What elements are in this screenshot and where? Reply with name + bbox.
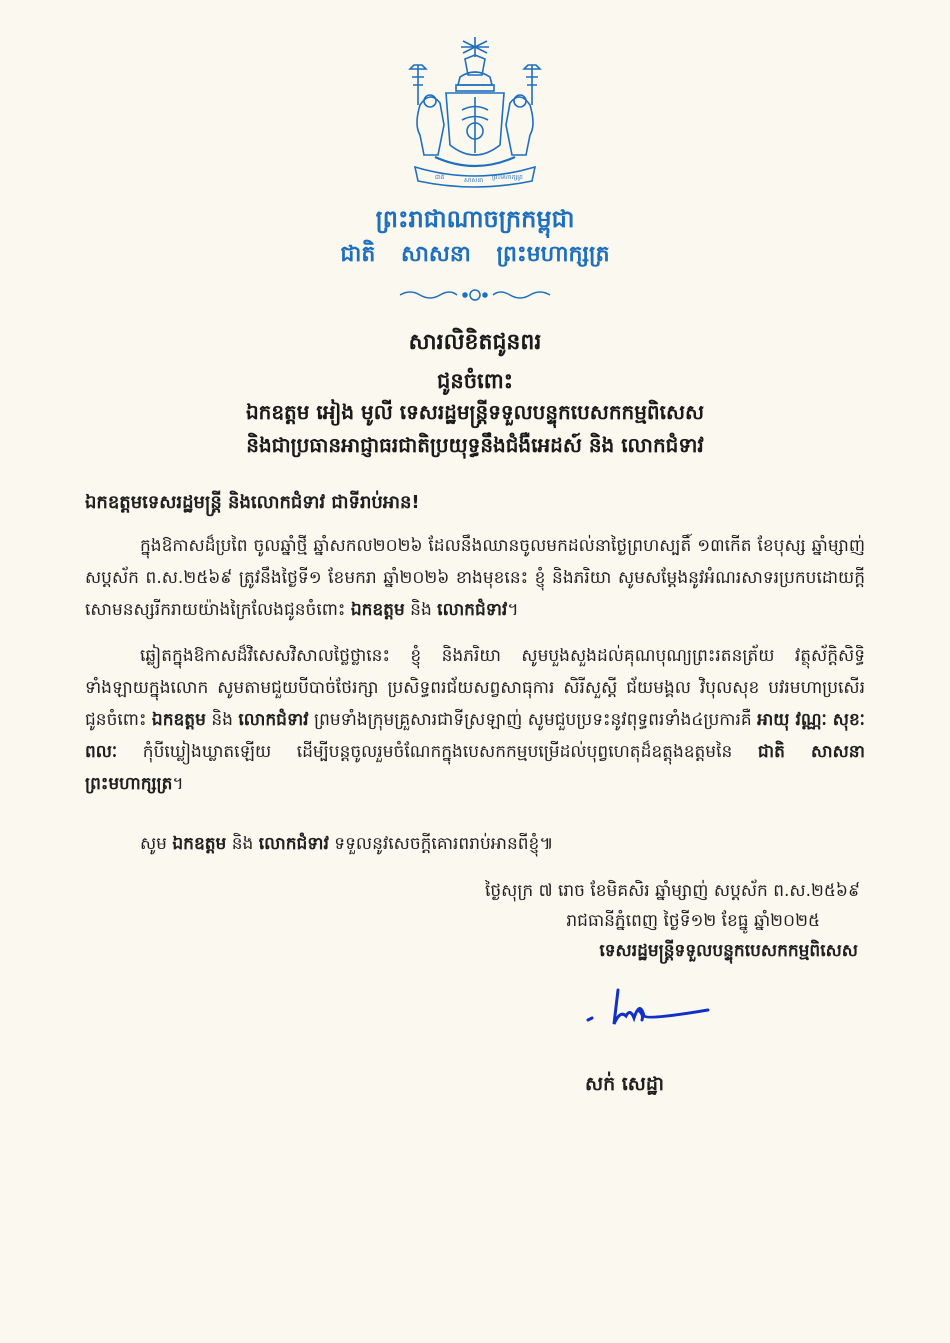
addressed-to: ជូនចំពោះ: [437, 369, 513, 393]
honorific-excellency: ឯកឧត្តម: [172, 834, 227, 854]
text-span: ។: [507, 600, 519, 620]
handwritten-signature: [578, 980, 718, 1040]
honorific-excellency: ឯកឧត្តម: [350, 600, 405, 620]
signer-title: ទេសរដ្ឋមន្ត្រីទទួលបន្ទុកបេសកកម្មពិសេស: [599, 941, 858, 961]
four-blessings: អាយុ វណ្ណៈ សុខៈ ពលៈ: [85, 710, 865, 762]
honorific-excellency: ឯកឧត្តម: [151, 710, 206, 730]
recipient-line-1: ឯកឧត្តម អៀង មូលី ទេសរដ្ឋមន្ត្រីទទួលបន្ទុកបេសកកម្មពិសេស: [245, 400, 705, 424]
crest-banner-nation: ជាតិ: [435, 174, 445, 181]
royal-coat-of-arms-icon: [400, 35, 550, 190]
recipient-line-2: និងជាប្រធានអាជ្ញាធរជាតិប្រយុទ្ធនឹងជំងឺអេដស៍ និង លោកជំទាវ: [246, 433, 704, 457]
text-span: កុំបីឃ្លៀងឃ្លាតឡើយ ដើម្បីបន្តចូលរួមចំណែកក្នុងបេសកកម្មបម្រើដល់បុព្វហេតុដ៏ឧត្តុងឧត្តមនៃ: [117, 742, 758, 762]
text-span: និង: [226, 834, 259, 854]
signer-name: សក់ សេដ្ឋា: [585, 1073, 664, 1095]
letter-title: សារលិខិតជូនពរ: [408, 330, 542, 355]
national-motto: ជាតិ សាសនា ព្រះមហាក្សត្រ: [340, 242, 610, 267]
decorative-divider-icon: [395, 285, 555, 305]
text-span: និង: [404, 600, 438, 620]
crest-banner-religion: សាសនា: [464, 177, 484, 184]
text-span: សូម: [140, 834, 173, 854]
paragraph-new-year-greeting: [85, 530, 865, 626]
motto-inline: ជាតិ សាសនា ព្រះមហាក្សត្រ: [85, 742, 865, 794]
text-span: ក្នុងឱកាសដ៏ប្រពៃ ចូលឆ្នាំថ្មី ឆ្នាំសកល២០២៦ ដែលនឹងឈានចូលមកដល់នាថ្ងៃព្រហស្បតិ៍ ១៣កើត ខែបុស្ស ឆ្នាំម្សាញ់ សប្តស័ក ព.ស.២៥៦៩ ត្រូវនឹងថ្ងៃទី១ ខែមករា ឆ្នាំ២០២៦ ខាងមុខនេះ ខ្ញុំ និងភរិយា សូមសម្តែងនូវអំណរសាទរប្រកបដោយក្តីសោមនស្សរីករាយយ៉ាងក្រៃលែងជូនចំពោះ: [85, 536, 865, 620]
text-span: ។: [172, 774, 184, 794]
honorific-lady: លោកជំទាវ: [258, 834, 329, 854]
text-span: ឆ្លៀតក្នុងឱកាសដ៏វិសេសវិសាលថ្លៃថ្លានេះ ខ្ញុំ និងភរិយា សូមបួងសួងដល់គុណបុណ្យព្រះរតនត្រ័យ វត្ថុស័ក្តិសិទ្ធិទាំងឡាយក្នុងលោក សូមតាមជួយបីបាច់ថែរក្សា ប្រសិទ្ធពរជ័យសព្វសាធុការ សិរីសួស្តី ជ័យមង្គល វិបុលសុខ បវរមហាប្រសើរ ជូនចំពោះ: [85, 646, 865, 730]
honorific-lady: លោកជំទាវ: [437, 600, 508, 620]
paragraph-closing: [85, 828, 865, 860]
text-span: ទទួលនូវសេចក្តីគោរពរាប់អានពីខ្ញុំ៕: [328, 834, 554, 854]
crest-banner-king: ព្រះមហាក្សត្រ: [492, 174, 523, 181]
kingdom-heading: ព្រះរាជាណាចក្រកម្ពុជា: [375, 205, 575, 233]
text-span: ព្រមទាំងក្រុមគ្រួសារជាទីស្រឡាញ់ សូមជួបប្រទះនូវពុទ្ធពរទាំង៤ប្រការគឺ: [308, 710, 758, 730]
text-span: និង: [205, 710, 239, 730]
lunar-date: ថ្ងៃសុក្រ ៧ រោច ខែមិគសិរ ឆ្នាំម្សាញ់ សប្តស័ក ព.ស.២៥៦៩: [484, 881, 860, 901]
salutation: ឯកឧត្តមទេសរដ្ឋមន្ត្រី និងលោកជំទាវ ជាទីរាប់អាន!: [85, 492, 420, 513]
solar-date: រាជធានីភ្នំពេញ ថ្ងៃទី១២ ខែធ្នូ ឆ្នាំ២០២៥: [566, 911, 820, 931]
honorific-lady: លោកជំទាវ: [238, 710, 309, 730]
paragraph-blessings: [85, 640, 865, 800]
